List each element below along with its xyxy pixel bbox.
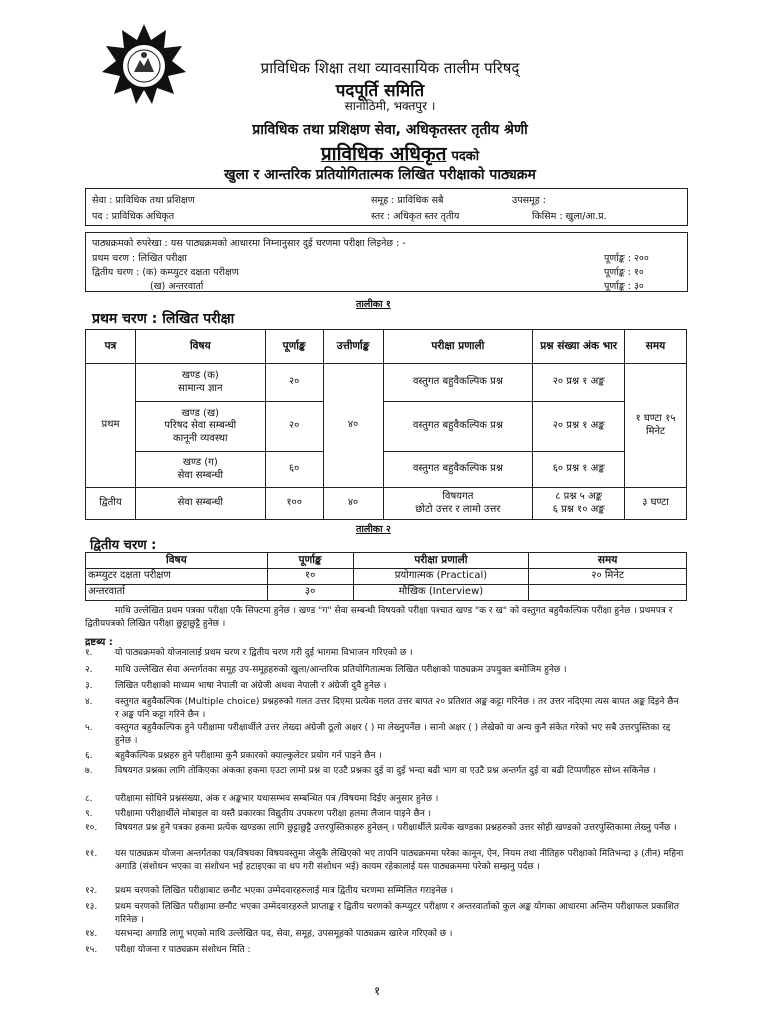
col-header: प्रश्न संख्या अंक भार [533,330,625,364]
marks-cell: ३० [267,585,353,601]
col-header: विषय [135,330,265,364]
col-header: परीक्षा प्रणाली [383,330,533,364]
note-item [85,647,685,661]
subject-line: सामान्य ज्ञान [178,382,223,394]
pass-marks-cell: ४० [323,364,383,488]
questions-cell: ६० प्रश्न १ अङ्क [533,452,625,488]
pad: पद : प्राविधिक अधिकृत [92,211,175,222]
note-item [85,885,685,899]
col-header: उत्तीर्णाङ्क [323,330,383,364]
syllabus-title: खुला र आन्तरिक प्रतियोगितात्मक लिखित परीक्षाको पाठ्यक्रम [224,167,536,183]
time-cell [529,585,687,601]
subject-cell: अन्तरवार्ता [86,585,268,601]
note-item [85,822,685,846]
subject-line: सेवा सम्बन्धी [177,469,223,481]
note-text: विषयगत प्रश्नका लागि तोकिएका अंकका हकमा एउटा लामो प्रश्न वा एउटै प्रश्नका दुई वा दुई भन्दा बढी भाग वा एउटै प्रश्न अन्तर्गत दुई वा बढी टिप्पणीहरु सोध्न सकिनेछ । [115,766,656,776]
note-item [85,848,685,884]
subject-cell [135,402,265,452]
note-text: यो पाठ्यक्रमको योजनालाई प्रथम चरण र द्वितीय चरण गरी दुई भागमा विभाजन गरिएको छ । [115,648,413,658]
col-header: समय [625,330,687,364]
note-item [85,750,685,764]
questions-line: ६ प्रश्न १० अङ्क [552,503,605,515]
phase2-table [85,552,687,601]
note-item [85,696,685,720]
note-number: ६. [85,751,93,761]
post-suffix: पदको [451,149,480,164]
phase1-table [85,329,687,520]
page-number: १ [374,984,381,998]
paper-cell: द्वितीय [86,488,136,520]
note-number: ११. [85,849,98,859]
post-name: प्राविधिक अधिकृत [320,143,447,165]
org-name: प्राविधिक शिक्षा तथा व्यावसायिक तालीम परिषद् [260,59,520,77]
paper-cell: प्रथम [86,364,136,488]
note-text: वस्तुगत बहुवैकल्पिक हुने परीक्षामा परीक्षार्थीले उत्तर लेख्दा अंग्रेजी ठूलो अक्षर ( ) मा लेख्नुपर्नेछ । सानो अक्षर ( ) लेखेको वा अन्य कुनै संकेत गरेको भए सबै उत्तरपुस्तिका रद्द हुनेछ । [115,723,671,746]
outline-intro: पाठ्यक्रमको रुपरेखा : यस पाठ्यक्रमको आधारमा निम्नानुसार दुई चरणमा परीक्षा लिइनेछ : - [92,238,406,249]
note-text: परीक्षामा सोधिने प्रश्नसंख्या, अंक र अङ्कभार यथासम्भव सम्बन्धित पत्र /विषयमा दिईए अनुसार हुनेछ । [115,794,439,804]
note-item [85,765,685,791]
note-text: वस्तुगत बहुवैकल्पिक (Multiple choice) प्रश्नहरुको गलत उत्तर दिएमा प्रत्येक गलत उत्तर बापत २० प्रतिशत अङ्क कट्टा गरिनेछ । तर उत्तर नदिएमा त्यस बापत अङ्क दिइने छैन र अङ्क पनि कट्टा गरिने छैन । [115,697,679,720]
col-header: समय [529,553,687,569]
full-marks-cell: ६० [265,452,323,488]
nepal-emblem-icon [100,22,188,106]
note-number: १. [85,648,93,658]
note-item [85,680,685,694]
note-number: ४. [85,697,93,707]
note-text: प्रथम चरणको लिखित परीक्षाबाट छनौट भएका उम्मेदवारहरुलाई मात्र द्वितीय चरणमा सम्मिलित गराइनेछ । [115,886,454,896]
outline-row-label: द्वितीय चरण : (क) कम्प्युटर दक्षता परीक्षण [92,267,239,278]
service-line: प्राविधिक तथा प्रशिक्षण सेवा, अधिकृतस्तर तृतीय श्रेणी [252,122,528,138]
col-header: पूर्णाङ्क [265,330,323,364]
note-item [85,722,685,748]
subject-cell [135,452,265,488]
note-item [85,901,685,925]
questions-line: ८ प्रश्न ५ अङ्क [555,491,602,502]
note-text: बहुवैकल्पिक प्रश्नहरु हुने परीक्षामा कुनै प्रकारको क्याल्कुलेटर प्रयोग गर्न पाइने छैन । [115,751,382,761]
note-number: ३. [85,681,93,691]
note-number: १५. [85,945,98,955]
note-text: विषयगत प्रश्न हुने पत्रका हकमा प्रत्येक खण्डका लागि छुट्टाछुट्टै उत्तरपुस्तिकाहरु हुनेछन् । परीक्षार्थीले प्रत्येक खण्डका प्रश्नहरुको उत्तर सोही खण्डको उत्तरपुस्तिकामा लेख्नु पर्नेछ । [115,823,677,833]
info-box [85,188,688,226]
note-number: ५. [85,723,93,733]
note-number: ८. [85,794,93,804]
subject-cell [135,364,265,402]
col-header: पत्र [86,330,136,364]
note-number: ९. [85,809,93,819]
method-cell: मौखिक (Interview) [353,585,529,601]
outline-row-label: प्रथम चरण : लिखित परीक्षा [92,253,187,264]
method-line: विषयगत [442,491,474,502]
note-number: १३. [85,902,98,912]
post-title [240,140,560,166]
full-marks-cell: २० [265,364,323,402]
note-text: लिखित परीक्षाको माध्यम भाषा नेपाली वा अंग्रेजी अथवा नेपाली र अंग्रेजी दुवै हुनेछ । [115,681,387,691]
time-cell: १ घण्टा १५ मिनेट [625,364,687,488]
method-cell: वस्तुगत बहुवैकल्पिक प्रश्न [383,402,533,452]
note-text: परीक्षा योजना र पाठ्यक्रम संशोधन मिति : [115,945,251,955]
table2-caption: तालीका २ [356,524,391,535]
note-item [85,664,685,678]
subject-cell: कम्प्युटर दक्षता परीक्षण [86,569,268,585]
note-number: ७. [85,766,93,776]
questions-cell: २० प्रश्न १ अङ्क [533,402,625,452]
subject-line: खण्ड (ग) [182,457,218,468]
address: सानोठिमी, भक्तपुर । [344,99,436,113]
phase2-title: द्वितीय चरण : [90,538,157,553]
outline-row-label: (ख) अन्तरवार्ता [150,281,204,292]
col-header: परीक्षा प्रणाली [353,553,529,569]
marks-cell: १० [267,569,353,585]
star: स्तर : अधिकृत स्तर तृतीय [371,211,460,222]
method-cell: वस्तुगत बहुवैकल्पिक प्रश्न [383,364,533,402]
subject-line: खण्ड (ख) [181,407,220,419]
questions-cell [533,488,625,520]
subject-line: कानूनी व्यवस्था [173,432,228,444]
seva: सेवा : प्राविधिक तथा प्रशिक्षण [92,195,195,206]
note-text: परीक्षामा परीक्षार्थीले मोबाइल वा यस्तै प्रकारका विद्युतीय उपकरण परीक्षा हलमा लैजान पाइने छैन । [115,809,432,819]
exam-paragraph-text: माथि उल्लेखित प्रथम पत्रका परीक्षा एकै सिफ्टमा हुनेछ । खण्ड "ग" सेवा सम्बन्धी विषयको परीक्षा पश्चात खण्ड "क र ख" को वस्तुगत बहुवैकल्पिक परीक्षा हुनेछ । प्रथमपत्र र द्वितीयपत्रको लिखित परीक्षा छुट्टाछुट्टै हुनेछ । [85,606,673,629]
note-number: २. [85,665,93,675]
method-cell: वस्तुगत बहुवैकल्पिक प्रश्न [383,452,533,488]
phase1-title: प्रथम चरण : लिखित परीक्षा [92,311,235,327]
full-marks-cell: १०० [265,488,323,520]
time-cell: ३ घण्टा [625,488,687,520]
outline-row-marks: पूर्णाङ्क : ३० [604,281,644,292]
note-number: १२. [85,886,98,896]
note-item [85,808,685,822]
method-cell [383,488,533,520]
outline-row-marks: पूर्णाङ्क : २०० [604,253,649,264]
outline-box [85,232,688,292]
upasamuha: उपसमूह : [512,195,546,206]
note-text: यसभन्दा अगाडि लागू भएको माथि उल्लेखित पद, सेवा, समूह, उपसमूहको पाठ्यक्रम खारेज गरिएको छ । [115,929,453,939]
time-cell: २० मिनेट [529,569,687,585]
exam-paragraph [85,605,685,633]
subject-line: खण्ड (क) [181,370,219,381]
outline-row-marks: पूर्णाङ्क : १० [604,267,644,278]
notes-heading: द्रष्टब्य : [85,637,113,648]
full-marks-cell: २० [265,402,323,452]
col-header: विषय [86,553,268,569]
method-line: छोटो उत्तर र लामो उत्तर [415,503,501,515]
col-header: पूर्णाङ्क [267,553,353,569]
note-text: माथि उल्लेखित सेवा अन्तर्गतका समूह उप-समूहहरुको खुला/आन्तरिक प्रतियोगितात्मक लिखित परीक्षाको पाठ्यक्रम उपयुक्त बमोजिम हुनेछ । [115,665,567,675]
subject-line: परिषद सेवा सम्बन्धी [164,420,237,432]
subject-cell: सेवा सम्बन्धी [135,488,265,520]
note-item [85,793,685,807]
table1-caption: तालीका १ [356,299,391,310]
note-number: १४. [85,929,98,939]
pass-marks-cell: ४० [323,488,383,520]
note-text: यस पाठ्यक्रम योजना अन्तर्गतका पत्र/विषयका विषयवस्तुमा जेसुकै लेखिएको भए तापनि पाठ्यक्रममा परेका कानून, ऐन, नियम तथा नीतिहरु परीक्षाको मितिभन्दा ३ (तीन) महिना अगाडि (संशोधन भएका वा संशोधन भई हटाइएका वा थप गरी संशोधन भई) कायम रहेकालाई यस पाठ्यक्रममा परेको सम्झनु पर्दछ । [115,849,684,872]
method-cell: प्रयोगात्मक (Practical) [353,569,529,585]
samuha: समूह : प्राविधिक सबै [371,195,444,206]
note-item [85,928,685,942]
note-text: प्रथम चरणको लिखित परीक्षामा छनौट भएका उम्मेदवारहरुले प्राप्ताङ्क र द्वितीय चरणको कम्प्युटर परीक्षण र अन्तरवार्ताको कुल अङ्क योगका आधारमा अन्तिम परीक्षाफल प्रकाशित गरिनेछ । [115,902,680,925]
kisim: किसिम : खुला/आ.प्र. [532,211,607,222]
committee-name: पदपूर्ति समिति [335,81,425,101]
questions-cell: २० प्रश्न १ अङ्क [533,364,625,402]
note-number: १०. [85,823,98,833]
note-item [85,944,685,958]
